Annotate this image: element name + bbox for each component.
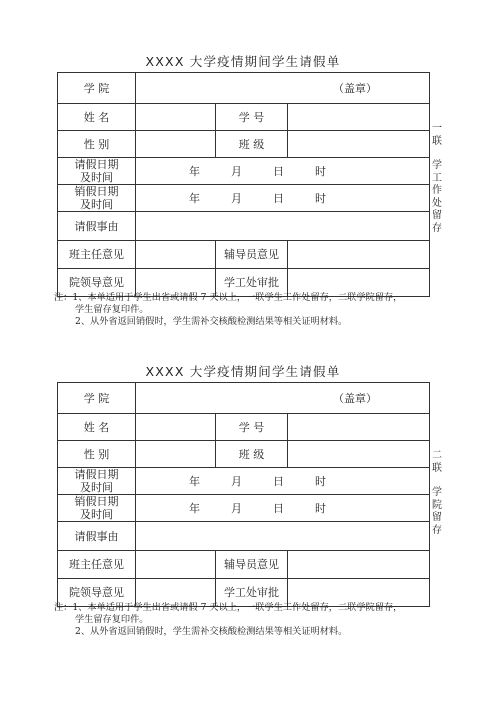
copy-label-char: 院: [432, 499, 442, 511]
name-field[interactable]: [136, 104, 216, 131]
note-2: 2、从外省返回销假时，学生需补交核酸检测结果等相关证明材料。: [75, 626, 348, 637]
copy-label-char: 留: [432, 512, 442, 523]
month-unit: 月: [231, 165, 242, 178]
leave-form-table: [57, 72, 430, 297]
head-teacher-label: 班主任意见: [58, 551, 136, 579]
gender-label: 性 别: [58, 131, 136, 158]
affairs-label: 学工处审批: [216, 579, 288, 607]
affairs-label: 学工处审批: [216, 269, 288, 297]
month-unit: 月: [231, 192, 242, 205]
copy-label-char: 处: [432, 197, 442, 209]
return-date-field[interactable]: [136, 495, 430, 522]
leave-date-label-line2: 及时间: [80, 171, 113, 184]
counselor-label: 辅导员意见: [216, 551, 288, 579]
copy-label-char: 学: [432, 160, 442, 171]
leave-date-label: [58, 468, 136, 495]
leave-date-field[interactable]: [136, 158, 430, 185]
hour-unit: 时: [315, 165, 326, 178]
day-unit: 日: [273, 502, 284, 515]
reason-field[interactable]: [136, 522, 430, 551]
reason-field[interactable]: [136, 212, 430, 241]
form-notes: [54, 602, 444, 638]
hour-unit: 时: [315, 475, 326, 488]
form-notes: [54, 292, 444, 328]
leave-date-field[interactable]: [136, 468, 430, 495]
student-id-label: 学 号: [216, 104, 288, 131]
dept-leader-label: 院领导意见: [58, 579, 136, 607]
month-unit: 月: [231, 502, 242, 515]
seal-note: （盖章）: [333, 392, 378, 405]
copy-label-char: 留: [432, 210, 442, 221]
day-unit: 日: [273, 475, 284, 488]
gender-field[interactable]: [136, 131, 216, 158]
college-label: 学 院: [58, 383, 136, 414]
return-date-label-line2: 及时间: [80, 508, 113, 521]
copy-label-char: 存: [432, 222, 442, 234]
copy-label-char: 工: [432, 172, 442, 184]
gender-label: 性 别: [58, 441, 136, 468]
day-unit: 日: [273, 192, 284, 205]
student-id-label: 学 号: [216, 414, 288, 441]
reason-label: 请假事由: [58, 212, 136, 241]
year-unit: 年: [189, 502, 200, 515]
month-unit: 月: [231, 475, 242, 488]
year-unit: 年: [189, 192, 200, 205]
reason-label: 请假事由: [58, 522, 136, 551]
student-id-field[interactable]: [288, 104, 430, 131]
note-1: 注：1、本单适用于学生出省或请假 7 天以上，一联学生工作处留存，二联学院留存，: [54, 602, 403, 613]
year-unit: 年: [189, 475, 200, 488]
head-teacher-field[interactable]: [136, 551, 216, 579]
hour-unit: 时: [315, 502, 326, 515]
copy-label-char: 联: [432, 462, 442, 474]
copy-label-char: 作: [432, 185, 442, 196]
leave-form-table: [57, 382, 430, 607]
class-field[interactable]: [288, 441, 430, 468]
form-title: XXXX 大学疫情期间学生请假单: [145, 54, 341, 69]
name-field[interactable]: [136, 414, 216, 441]
return-date-label: [58, 185, 136, 212]
copy-label-char: 联: [432, 135, 442, 147]
copy-label-char: [431, 475, 443, 487]
counselor-field[interactable]: [288, 241, 430, 269]
college-label: 学 院: [58, 73, 136, 104]
seal-note: （盖章）: [333, 82, 378, 95]
leave-date-label-line1: 请假日期: [74, 158, 119, 171]
return-date-label-line1: 销假日期: [74, 495, 119, 508]
college-field[interactable]: [136, 73, 430, 104]
head-teacher-field[interactable]: [136, 241, 216, 269]
leave-date-label-line2: 及时间: [80, 481, 113, 494]
copy-label-char: 存: [432, 524, 442, 536]
counselor-field[interactable]: [288, 551, 430, 579]
counselor-label: 辅导员意见: [216, 241, 288, 269]
gender-field[interactable]: [136, 441, 216, 468]
note-1-cont: 学生留存复印件。: [75, 614, 149, 625]
student-id-field[interactable]: [288, 414, 430, 441]
year-unit: 年: [189, 165, 200, 178]
name-label: 姓 名: [58, 104, 136, 131]
college-field[interactable]: [136, 383, 430, 414]
note-2: 2、从外省返回销假时，学生需补交核酸检测结果等相关证明材料。: [75, 316, 348, 327]
hour-unit: 时: [315, 192, 326, 205]
form-title: XXXX 大学疫情期间学生请假单: [145, 364, 341, 379]
head-teacher-label: 班主任意见: [58, 241, 136, 269]
dept-leader-label: 院领导意见: [58, 269, 136, 297]
copy-label-char: 一: [432, 123, 442, 134]
copy-label-char: 二: [432, 450, 442, 461]
return-date-label-line2: 及时间: [80, 198, 113, 211]
return-date-label: [58, 495, 136, 522]
class-label: 班 级: [216, 441, 288, 468]
copy-label-1: [431, 123, 443, 235]
class-label: 班 级: [216, 131, 288, 158]
copy-label-char: 学: [432, 487, 442, 498]
leave-date-label: [58, 158, 136, 185]
return-date-label-line1: 销假日期: [74, 185, 119, 198]
return-date-field[interactable]: [136, 185, 430, 212]
note-1-cont: 学生留存复印件。: [75, 304, 149, 315]
copy-label-2: [431, 450, 443, 537]
leave-date-label-line1: 请假日期: [74, 468, 119, 481]
name-label: 姓 名: [58, 414, 136, 441]
day-unit: 日: [273, 165, 284, 178]
class-field[interactable]: [288, 131, 430, 158]
copy-label-char: [431, 148, 443, 160]
note-1: 注：1、本单适用于学生出省或请假 7 天以上，一联学生工作处留存，二联学院留存，: [54, 292, 403, 303]
